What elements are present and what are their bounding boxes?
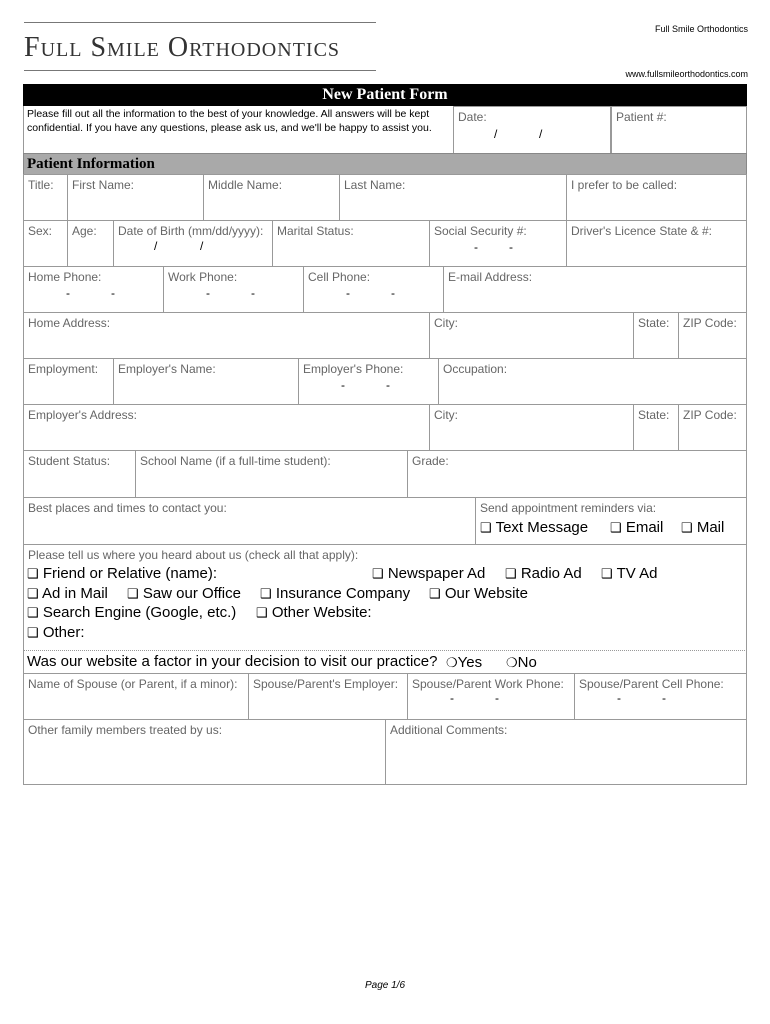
middle-name-field[interactable] [203, 174, 340, 221]
checkbox-icon: ❑ [27, 566, 39, 581]
ssn-sep: - [474, 240, 478, 254]
spouse-cell-phone-field[interactable] [574, 673, 747, 720]
checkbox-icon: ❑ [480, 520, 492, 535]
date-field[interactable] [453, 106, 611, 154]
intro-text: Please fill out all the information to the best of your knowledge. All answers will be kept confidential. If you have any questions, please ask us, and we'll be happy to assist you. [27, 108, 432, 134]
website-question [27, 653, 437, 670]
employer-city-field[interactable] [429, 404, 634, 451]
employer-city-label: City: [434, 408, 458, 422]
checkbox-icon: ❑ [505, 566, 517, 581]
employer-address-field[interactable] [23, 404, 430, 451]
checkbox-icon: ❑ [681, 520, 693, 535]
email-label: E-mail Address: [448, 270, 533, 284]
title-field[interactable] [23, 174, 68, 221]
phone-sep: - [341, 378, 345, 392]
phone-sep: - [66, 286, 70, 300]
sex-label: Sex: [28, 224, 53, 238]
dob-field[interactable] [113, 220, 273, 267]
heard-office-label: Saw our Office [142, 585, 241, 602]
age-field[interactable] [67, 220, 114, 267]
checkbox-icon: ❑ [27, 586, 39, 601]
grade-field[interactable] [407, 450, 747, 498]
heard-insurance-label: Insurance Company [275, 585, 411, 602]
form-title-bar [23, 84, 747, 106]
phone-sep: - [346, 286, 350, 300]
zip-field[interactable] [678, 312, 747, 359]
phone-sep: - [617, 691, 621, 705]
student-status-field[interactable] [23, 450, 136, 498]
heard-newspaper-label: Newspaper Ad [387, 565, 486, 582]
preferred-name-field[interactable] [566, 174, 747, 221]
heard-tv-label: TV Ad [616, 565, 658, 582]
additional-comments-field[interactable] [385, 719, 747, 785]
logo: Full Smile Orthodontics [24, 32, 341, 63]
spouse-cell-phone-label: Spouse/Parent Cell Phone: [579, 677, 724, 691]
checkbox-icon: ❑ [610, 520, 622, 535]
ssn-field[interactable] [429, 220, 567, 267]
reminder-option-mail[interactable] [681, 519, 724, 536]
spouse-work-phone-field[interactable] [407, 673, 575, 720]
additional-comments-label: Additional Comments: [390, 723, 508, 737]
website-yes-radio[interactable] [446, 654, 482, 671]
school-name-label: School Name (if a full-time student): [140, 454, 331, 468]
best-contact-field[interactable] [23, 497, 476, 545]
phone-sep: - [495, 691, 499, 705]
checkbox-icon: ❑ [256, 605, 268, 620]
heard-other-label: Other: [42, 624, 85, 641]
city-field[interactable] [429, 312, 634, 359]
heard-option-search[interactable] [27, 604, 236, 621]
heard-friend-label: Friend or Relative (name): [42, 565, 218, 582]
heard-website-label: Our Website [444, 585, 528, 602]
heard-label: Please tell us where you heard about us (check all that apply): [28, 548, 359, 562]
last-name-field[interactable] [339, 174, 567, 221]
marital-status-field[interactable] [272, 220, 430, 267]
home-phone-field[interactable] [23, 266, 164, 313]
middle-name-label: Middle Name: [208, 178, 283, 192]
company-name: Full Smile Orthodontics [654, 24, 748, 34]
website-no-radio[interactable] [506, 654, 537, 671]
website-url: www.fullsmileorthodontics.com [625, 69, 748, 79]
spouse-employer-field[interactable] [248, 673, 408, 720]
dob-sep: / [200, 239, 204, 253]
employer-name-label: Employer's Name: [118, 362, 216, 376]
employer-address-label: Employer's Address: [28, 408, 138, 422]
phone-sep: - [450, 691, 454, 705]
employer-phone-label: Employer's Phone: [303, 362, 404, 376]
reminder-option-email[interactable] [610, 519, 663, 536]
reminder-mail-label: Mail [696, 519, 725, 536]
checkbox-icon: ❑ [27, 625, 39, 640]
patient-number-field[interactable] [611, 106, 747, 154]
spouse-name-label: Name of Spouse (or Parent, if a minor): [28, 677, 238, 691]
reminders-label: Send appointment reminders via: [480, 501, 657, 515]
drivers-licence-label: Driver's Licence State & #: [571, 224, 713, 238]
work-phone-field[interactable] [163, 266, 304, 313]
heard-search-label: Search Engine (Google, etc.) [42, 604, 237, 621]
phone-sep: - [386, 378, 390, 392]
phone-sep: - [662, 691, 666, 705]
heard-option-newspaper[interactable] [372, 565, 485, 582]
home-address-field[interactable] [23, 312, 430, 359]
marital-status-label: Marital Status: [277, 224, 354, 238]
grade-label: Grade: [412, 454, 449, 468]
heard-option-tv[interactable] [601, 565, 657, 582]
header-rule-bottom [24, 70, 376, 71]
family-members-field[interactable] [23, 719, 386, 785]
date-label: Date: [458, 110, 487, 124]
radio-icon: ❍ [446, 655, 458, 670]
email-field[interactable] [443, 266, 747, 313]
reminder-email-label: Email [625, 519, 664, 536]
employer-zip-label: ZIP Code: [683, 408, 737, 422]
phone-sep: - [251, 286, 255, 300]
state-label: State: [638, 316, 670, 330]
dob-sep: / [154, 239, 158, 253]
yes-label: Yes [457, 654, 483, 671]
employment-label: Employment: [28, 362, 99, 376]
family-members-label: Other family members treated by us: [28, 723, 223, 737]
intro-cell [23, 106, 453, 154]
website-question-text: Was our website a factor in your decision to visit our practice? [27, 653, 438, 670]
home-phone-label: Home Phone: [28, 270, 102, 284]
employment-field[interactable] [23, 358, 114, 405]
spouse-employer-label: Spouse/Parent's Employer: [253, 677, 399, 691]
heard-other-website-label: Other Website: [271, 604, 372, 621]
employer-name-field[interactable] [113, 358, 299, 405]
heard-option-mail[interactable] [27, 585, 108, 602]
heard-option-radio[interactable] [505, 565, 582, 582]
no-label: No [517, 654, 537, 671]
heard-radio-label: Radio Ad [520, 565, 582, 582]
dob-label: Date of Birth (mm/dd/yyyy): [118, 224, 264, 238]
zip-label: ZIP Code: [683, 316, 737, 330]
ssn-sep: - [509, 240, 513, 254]
heard-option-insurance[interactable] [260, 585, 410, 602]
ssn-label: Social Security #: [434, 224, 527, 238]
city-label: City: [434, 316, 458, 330]
age-label: Age: [72, 224, 97, 238]
student-status-label: Student Status: [28, 454, 111, 468]
heard-mail-label: Ad in Mail [42, 585, 108, 602]
best-contact-label: Best places and times to contact you: [28, 501, 227, 515]
reminder-text-label: Text Message [495, 519, 589, 536]
state-field[interactable] [633, 312, 679, 359]
reminder-option-text[interactable] [480, 519, 588, 536]
heard-option-friend[interactable] [27, 565, 217, 582]
checkbox-icon: ❑ [601, 566, 613, 581]
occupation-label: Occupation: [443, 362, 508, 376]
cell-phone-label: Cell Phone: [308, 270, 371, 284]
employer-zip-field[interactable] [678, 404, 747, 451]
checkbox-icon: ❑ [260, 586, 272, 601]
work-phone-label: Work Phone: [168, 270, 238, 284]
page-number: Page 1/6 [364, 980, 406, 991]
employer-state-label: State: [638, 408, 670, 422]
checkbox-icon: ❑ [127, 586, 139, 601]
date-sep: / [539, 127, 543, 141]
occupation-field[interactable] [438, 358, 747, 405]
spouse-work-phone-label: Spouse/Parent Work Phone: [412, 677, 564, 691]
spouse-name-field[interactable] [23, 673, 249, 720]
school-name-field[interactable] [135, 450, 408, 498]
first-name-label: First Name: [72, 178, 135, 192]
checkbox-icon: ❑ [372, 566, 384, 581]
heard-option-other[interactable] [27, 624, 85, 641]
reminders-field [475, 497, 747, 545]
checkbox-icon: ❑ [27, 605, 39, 620]
home-address-label: Home Address: [28, 316, 111, 330]
heard-option-other-website[interactable] [256, 604, 372, 621]
heard-option-website[interactable] [429, 585, 528, 602]
section-title: Patient Information [27, 156, 155, 172]
cell-phone-field[interactable] [303, 266, 444, 313]
drivers-licence-field[interactable] [566, 220, 747, 267]
employer-state-field[interactable] [633, 404, 679, 451]
phone-sep: - [206, 286, 210, 300]
date-sep: / [494, 127, 498, 141]
form-title: New Patient Form [322, 86, 448, 103]
last-name-label: Last Name: [344, 178, 406, 192]
header-rule-top [24, 22, 376, 23]
sex-field[interactable] [23, 220, 68, 267]
heard-option-office[interactable] [127, 585, 241, 602]
checkbox-icon: ❑ [429, 586, 441, 601]
patient-number-label: Patient #: [616, 110, 667, 124]
employer-phone-field[interactable] [298, 358, 439, 405]
phone-sep: - [391, 286, 395, 300]
preferred-name-label: I prefer to be called: [571, 178, 678, 192]
section-patient-information [23, 153, 747, 175]
radio-icon: ❍ [506, 655, 518, 670]
phone-sep: - [111, 286, 115, 300]
title-label: Title: [28, 178, 54, 192]
first-name-field[interactable] [67, 174, 204, 221]
